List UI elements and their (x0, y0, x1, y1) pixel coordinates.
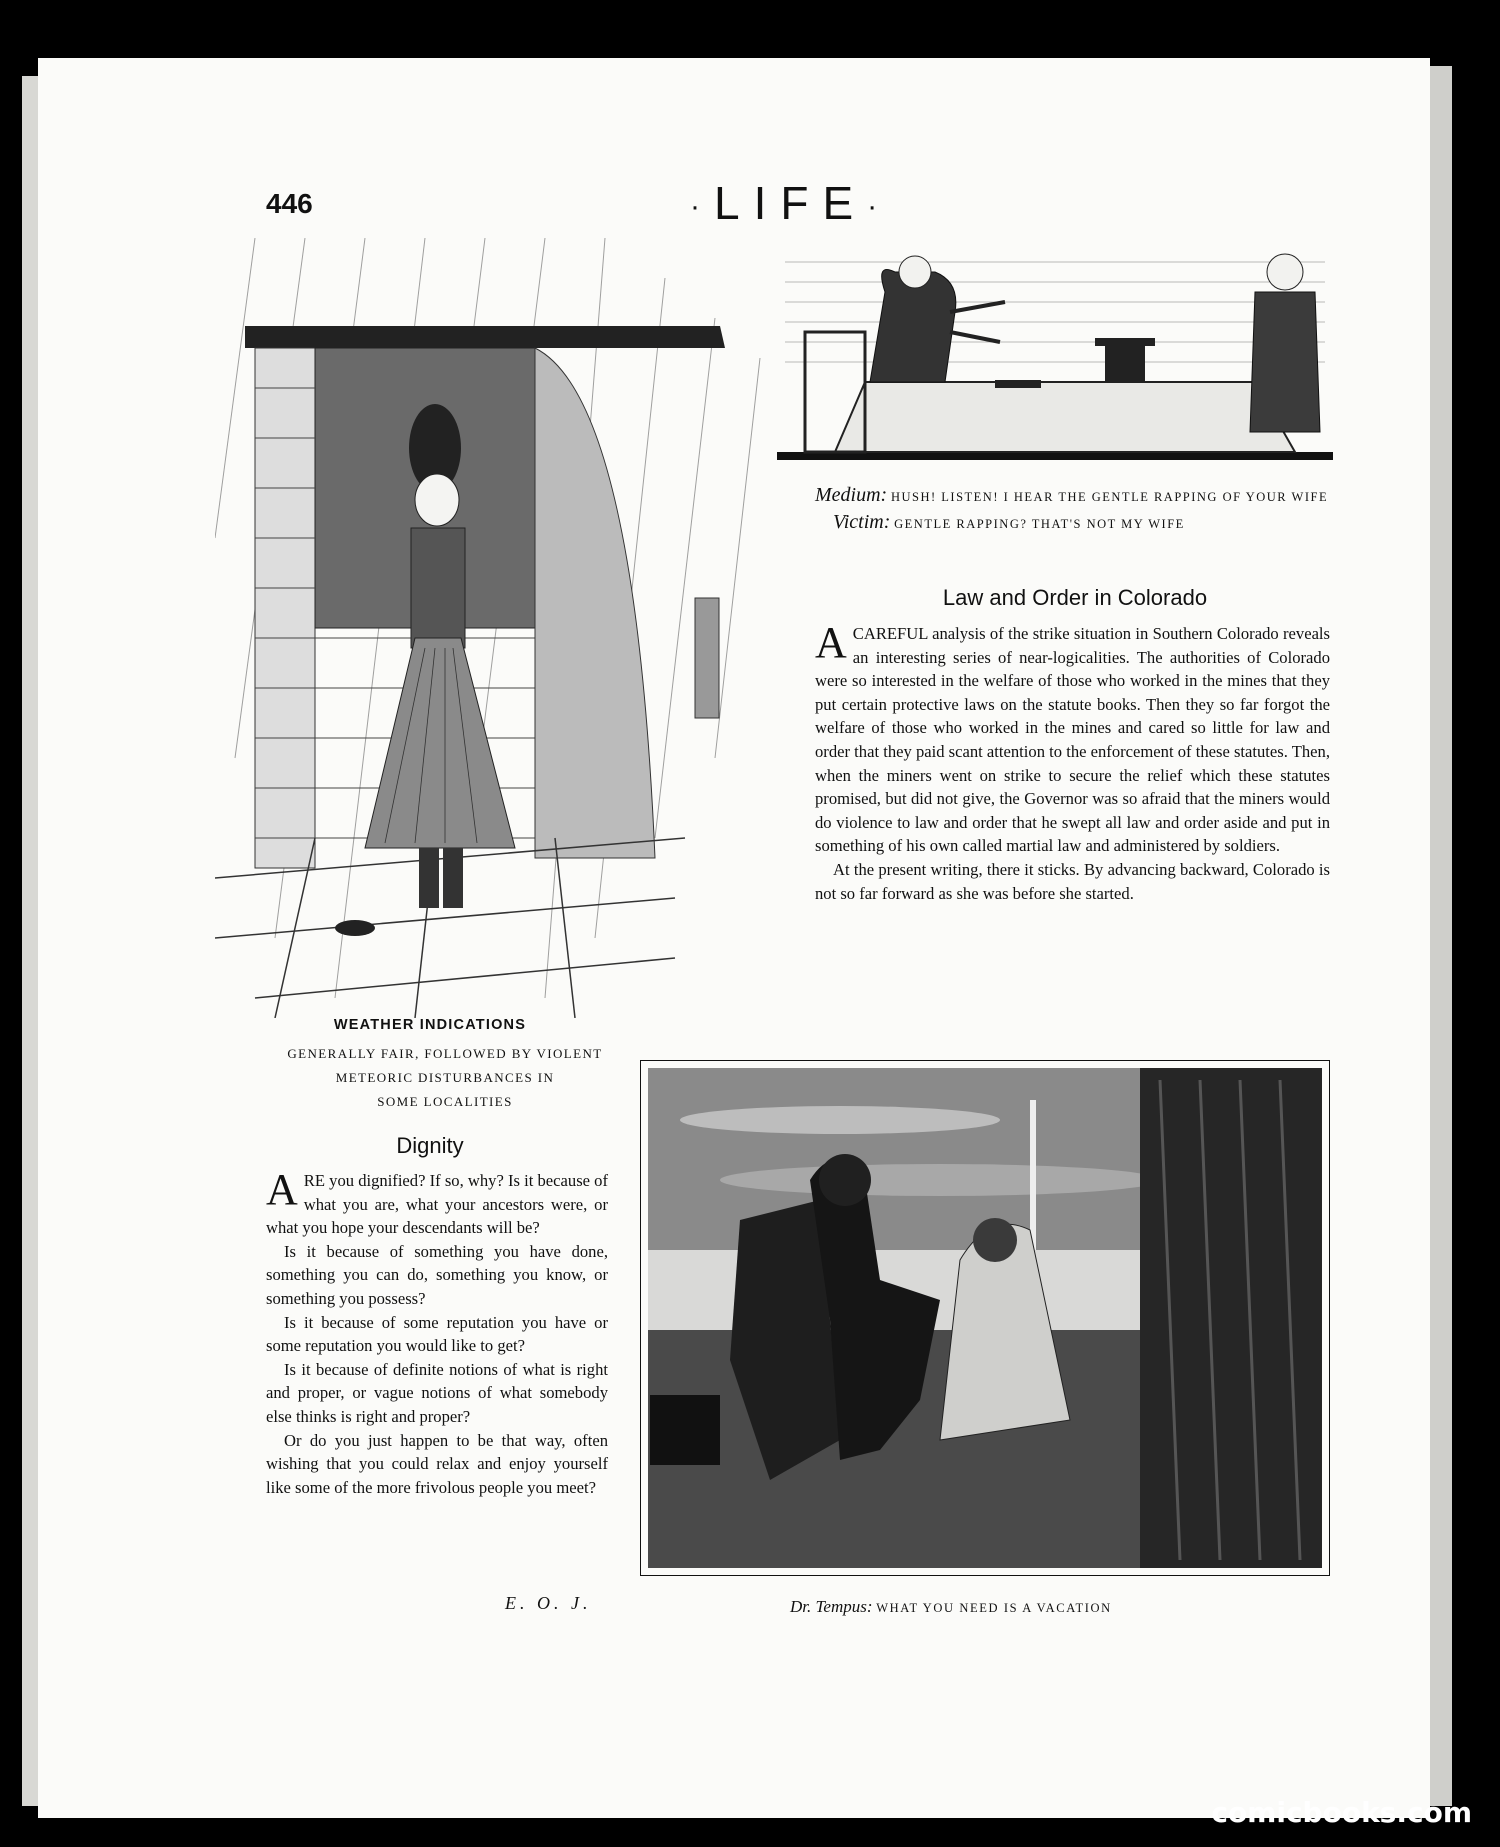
dignity-paragraph-1-text: RE you dignified? If so, why? Is it because of what you are, what your ancestors were, or what you hope your descendants will be? (266, 1171, 608, 1238)
speaker-victim: Victim: (833, 511, 891, 533)
left-page-edge (22, 76, 38, 1806)
author-signature: E. O. J. (505, 1593, 592, 1613)
dignity-paragraph-5: Or do you just happen to be that way, often wishing that you could relax and enjoy yourself like some of the more frivolous people you meet? (266, 1430, 608, 1497)
weather-illustration (215, 238, 780, 1018)
tempus-caption (790, 1597, 1112, 1617)
law-article-title: Law and Order in Colorado (942, 585, 1208, 610)
page-number: 446 (266, 188, 313, 219)
dignity-paragraph-4: Is it because of definite notions of what is right and proper, or vague notions of what somebody else thinks is right and proper? (266, 1359, 608, 1426)
law-article-body (815, 618, 1330, 905)
law-paragraph-1 (815, 618, 1330, 858)
dignity-paragraph-1 (266, 1165, 608, 1240)
weather-caption-title: WEATHER INDICATIONS (333, 1017, 527, 1033)
law-paragraph-2: At the present writing, there it sticks. By advancing backward, Colorado is not so far forward as she was before she started. (815, 859, 1330, 903)
seance-illustration (775, 232, 1335, 462)
speaker-medium: Medium: (815, 484, 888, 506)
law-paragraph-1-text: CAREFUL analysis of the strike situation in Southern Colorado reveals an interesting series of near-logicalities. The authorities of Colorado were so interested in the welfare of those who worked in the mines that they put certain protective laws on the statute books. Then they so far forgot the welfare of those who worked in the mines and cared so little for law and order that they paid scant attention to the enforcement of these statutes. Then, when the miners went on strike to secure the relief which these statutes promised, but did not give, the Governor was so afraid that the miners would do violence to law and order that he swept all law and order aside and put in something of his own called martial law and administered by soldiers. (815, 624, 1330, 856)
dignity-article-body (266, 1165, 608, 1499)
site-watermark: comicbooks.com (1211, 1796, 1472, 1829)
tempus-line: WHAT YOU NEED IS A VACATION (876, 1601, 1112, 1615)
medium-line: HUSH! LISTEN! I HEAR THE GENTLE RAPPING OF YOUR WIFE (890, 490, 1329, 504)
masthead-title: LIFE (714, 177, 868, 229)
weather-caption-line: SOME LOCALITIES (377, 1094, 513, 1109)
dignity-paragraph-2: Is it because of something you have done, something you can do, something you know, or something you possess? (266, 1241, 608, 1308)
weather-caption-line: METEORIC DISTURBANCES IN (335, 1070, 555, 1085)
drop-cap: A (815, 618, 847, 667)
weather-caption-subtitle (265, 1042, 625, 1114)
seance-caption (815, 483, 1335, 537)
right-page-edge (1430, 66, 1452, 1806)
drop-cap: A (266, 1165, 298, 1214)
dignity-paragraph-3: Is it because of some reputation you have or some reputation you would like to get? (266, 1312, 608, 1356)
seance-caption-line-2 (815, 510, 1335, 537)
tempus-illustration (640, 1060, 1330, 1576)
masthead: ·LIFE· (690, 177, 892, 229)
victim-line: GENTLE RAPPING? THAT'S NOT MY WIFE (894, 517, 1185, 531)
speaker-tempus: Dr. Tempus: (790, 1597, 873, 1616)
weather-caption-line: GENERALLY FAIR, FOLLOWED BY VIOLENT (287, 1046, 603, 1061)
dignity-article-title: Dignity (396, 1133, 464, 1158)
seance-caption-line-1 (815, 483, 1335, 510)
